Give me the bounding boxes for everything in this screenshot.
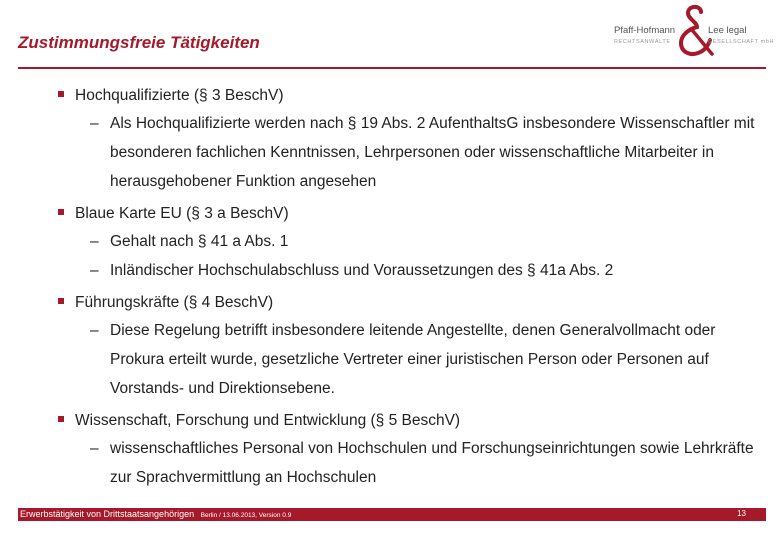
sub-bullet-text: Diese Regelung betrifft insbesondere leitende Angestellte, denen Generalvollmacht oder Prokura erteilt wurde, gesetzliche Vertreter einer juristischen Person oder Personen auf Vorstands- und Direktionsebene. <box>110 322 716 397</box>
sub-bullet: – Diese Regelung betrifft insbesondere leitende Angestellte, denen Generalvollmacht oder Prokura erteilt wurde, gesetzliche Vertreter einer juristischen Person oder Personen auf Vorstands- und Direktionsebene. <box>58 316 768 403</box>
bullet-wissenschaft <box>58 410 768 431</box>
logo-left-sub: RECHTSANWÄLTE <box>614 39 671 45</box>
sub-bullet-text: Inländischer Hochschulabschluss und Voraussetzungen des § 41a Abs. 2 <box>110 262 614 279</box>
sub-bullet-text: Als Hochqualifizierte werden nach § 19 Abs. 2 AufenthaltsG insbesondere Wissenschaftler mit besonderen fachlichen Kenntnissen, Lehrpersonen oder wissenschaftliche Mitarbeiter in herausgehobener Funktion angesehen <box>110 115 755 190</box>
square-bullet-icon <box>58 298 64 304</box>
sub-bullet: – Als Hochqualifizierte werden nach § 19 Abs. 2 AufenthaltsG insbesondere Wissenschaftler mit besonderen fachlichen Kenntnissen, Lehrpersonen oder wissenschaftliche Mitarbeiter in herausgehobener Funktion angesehen <box>58 109 768 196</box>
bullet-hochqualifizierte <box>58 85 768 106</box>
bullet-blaue-karte <box>58 203 768 224</box>
logo-left-name: Pfaff-Hofmann <box>614 25 676 36</box>
bullet-heading: Führungskräfte (§ 4 BeschV) <box>75 294 274 311</box>
bullet-heading: Wissenschaft, Forschung und Entwicklung (§ 5 BeschV) <box>75 412 461 429</box>
title-divider <box>18 67 766 69</box>
square-bullet-icon <box>58 91 64 97</box>
bullet-heading: Blaue Karte EU (§ 3 a BeschV) <box>75 205 289 222</box>
bullet-heading: Hochqualifizierte (§ 3 BeschV) <box>75 87 284 104</box>
footer-bar <box>18 508 766 521</box>
page-number: 13 <box>737 509 746 518</box>
slide-title: Zustimmungsfreie Tätigkeiten <box>18 33 260 52</box>
company-logo <box>614 2 775 58</box>
sub-bullet-text: wissenschaftliches Personal von Hochschulen und Forschungseinrichtungen sowie Lehrkräfte zur Sprachvermittlung an Hochschulen <box>110 440 754 486</box>
sub-bullet: – wissenschaftliches Personal von Hochschulen und Forschungseinrichtungen sowie Lehrkräfte zur Sprachvermittlung an Hochschulen <box>58 434 768 492</box>
sub-bullet: – Inländischer Hochschulabschluss und Voraussetzungen des § 41a Abs. 2 <box>58 256 768 285</box>
slide-content <box>58 78 768 492</box>
footer-meta: Berlin / 13.06.2013, Version 0.9 <box>200 512 292 519</box>
footer-topic: Erwerbstätigkeit von Drittstaatsangehörigen <box>20 509 195 519</box>
square-bullet-icon <box>58 416 64 422</box>
logo-right-name: Lee legal <box>708 25 747 36</box>
sub-bullet-text: Gehalt nach § 41 a Abs. 1 <box>110 233 289 250</box>
bullet-fuehrungskraefte <box>58 292 768 313</box>
logo-right-sub: GESELLSCHAFT mbH <box>708 39 775 45</box>
sub-bullet: – Gehalt nach § 41 a Abs. 1 <box>58 227 768 256</box>
square-bullet-icon <box>58 209 64 215</box>
